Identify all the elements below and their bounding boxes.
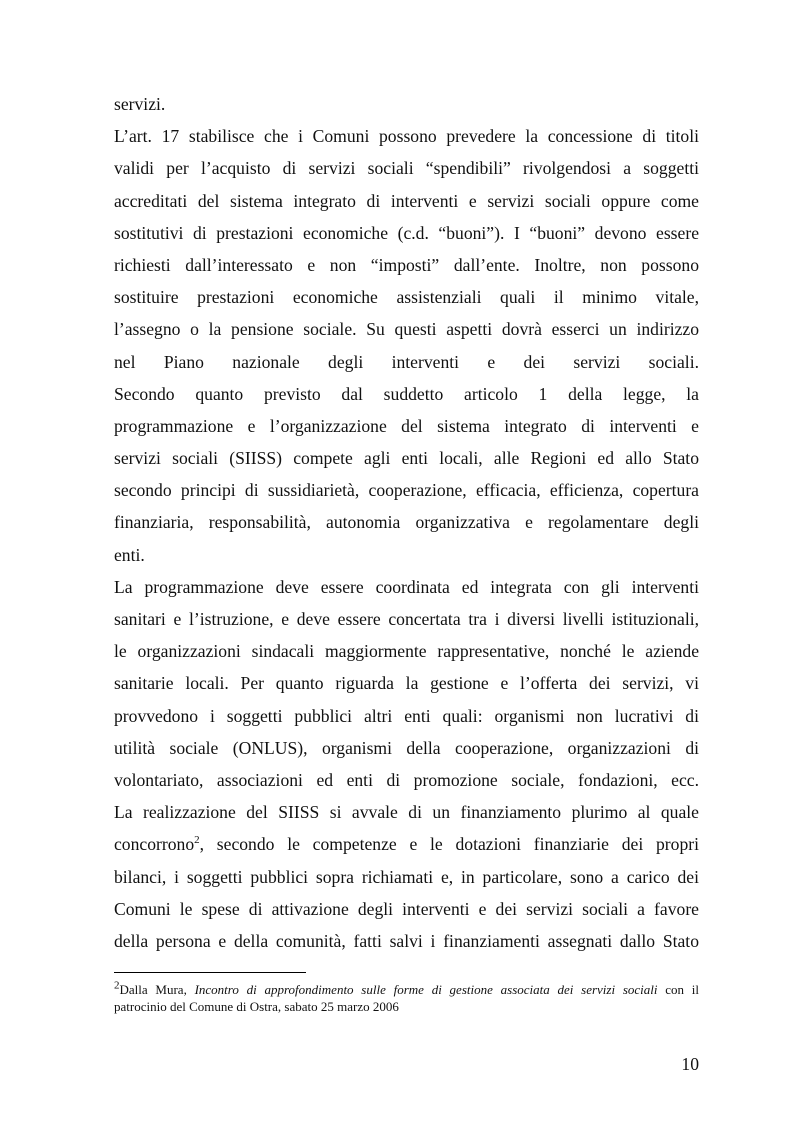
footnote-line: patrocinio del Comune di Ostra, sabato 25 marzo 2006 [114, 998, 399, 1014]
footnote-line [114, 979, 700, 999]
text-line [114, 346, 699, 378]
text-line [114, 506, 699, 538]
footnote-title: Incontro di approfondimento sulle forme di gestione associata dei servizi sociali [194, 982, 658, 997]
text-line-content: concorrono [114, 834, 195, 855]
text-line [114, 667, 699, 699]
text-line-content: l’assegno o la pensione sociale. Su questi aspetti dovrà esserci un indirizzo [114, 319, 699, 340]
text-line-content: Comuni le spese di attivazione degli interventi e dei servizi sociali a favore [114, 898, 699, 919]
text-line [114, 249, 699, 281]
text-line [114, 281, 699, 313]
text-line [114, 410, 699, 442]
footnote [114, 979, 700, 1015]
text-line-content: La programmazione deve essere coordinata ed integrata con gli interventi [114, 576, 699, 597]
text-line [114, 185, 699, 217]
text-line-content: nel Piano nazionale degli interventi e dei servizi sociali. [114, 351, 699, 372]
text-line-content: bilanci, i soggetti pubblici sopra richiamati e, in particolare, sono a carico dei [114, 866, 699, 887]
text-line-content: utilità sociale (ONLUS), organismi della cooperazione, organizzazioni di [114, 737, 699, 758]
text-line-content: richiesti dall’interessato e non “imposti” dall’ente. Inoltre, non possono [114, 254, 699, 275]
footnote-author: Dalla Mura, [119, 982, 195, 997]
text-line [114, 571, 699, 603]
text-line [114, 635, 699, 667]
text-line-content: accreditati del sistema integrato di interventi e servizi sociali oppure come [114, 190, 699, 211]
text-line [114, 539, 699, 571]
text-line [114, 828, 699, 860]
text-line-content: volontariato, associazioni ed enti di promozione sociale, fondazioni, ecc. [114, 769, 699, 790]
page-number: 10 [681, 1054, 699, 1074]
text-line [114, 796, 699, 828]
text-line-content: validi per l’acquisto di servizi sociali “spendibili” rivolgendosi a soggetti [114, 158, 699, 179]
footnote-separator [114, 972, 306, 973]
footnote-rest: con il [657, 982, 700, 997]
text-line [114, 861, 699, 893]
text-line [114, 925, 699, 957]
text-line [114, 603, 699, 635]
text-line [114, 313, 699, 345]
text-line-continuation: , secondo le competenze e le dotazioni finanziarie dei propri [199, 834, 699, 855]
text-line-content: della persona e della comunità, fatti salvi i finanziamenti assegnati dallo Stato [114, 930, 699, 951]
text-line-content: provvedono i soggetti pubblici altri enti quali: organismi non lucrativi di [114, 705, 699, 726]
text-line-content: secondo principi di sussidiarietà, cooperazione, efficacia, efficienza, copertura [114, 480, 699, 501]
text-line [114, 474, 699, 506]
text-line-content: servizi. [114, 94, 166, 114]
body-text [114, 88, 699, 957]
text-line [114, 700, 699, 732]
text-line-content: Secondo quanto previsto dal suddetto articolo 1 della legge, la [114, 383, 699, 404]
text-line [114, 764, 699, 796]
text-line [114, 152, 699, 184]
text-line [114, 732, 699, 764]
text-line [114, 217, 699, 249]
text-line-content: programmazione e l’organizzazione del sistema integrato di interventi e [114, 415, 699, 436]
text-line-content: finanziaria, responsabilità, autonomia organizzativa e regolamentare degli [114, 512, 699, 533]
text-line [114, 893, 699, 925]
text-line-content: sostitutivi di prestazioni economiche (c.d. “buoni”). I “buoni” devono essere [114, 222, 699, 243]
text-line-content: sanitari e l’istruzione, e deve essere concertata tra i diversi livelli istituzionali, [114, 609, 699, 629]
footnote-reference: 2 [194, 834, 200, 847]
text-line-content: servizi sociali (SIISS) compete agli enti locali, alle Regioni ed allo Stato [114, 448, 699, 469]
text-line-content: L’art. 17 stabilisce che i Comuni possono prevedere la concessione di titoli [114, 126, 699, 147]
footnote-marker: 2 [114, 979, 120, 992]
text-line [114, 442, 699, 474]
text-line-content: sostituire prestazioni economiche assistenziali quali il minimo vitale, [114, 287, 699, 308]
text-line [114, 120, 699, 152]
text-line-content: le organizzazioni sindacali maggiormente rappresentative, nonché le aziende [114, 641, 699, 662]
text-line [114, 378, 699, 410]
text-line-content: La realizzazione del SIISS si avvale di un finanziamento plurimo al quale [114, 802, 699, 823]
text-line-content: sanitarie locali. Per quanto riguarda la gestione e l’offerta dei servizi, vi [114, 673, 699, 694]
text-line [114, 88, 699, 120]
text-line-content: enti. [114, 544, 145, 565]
